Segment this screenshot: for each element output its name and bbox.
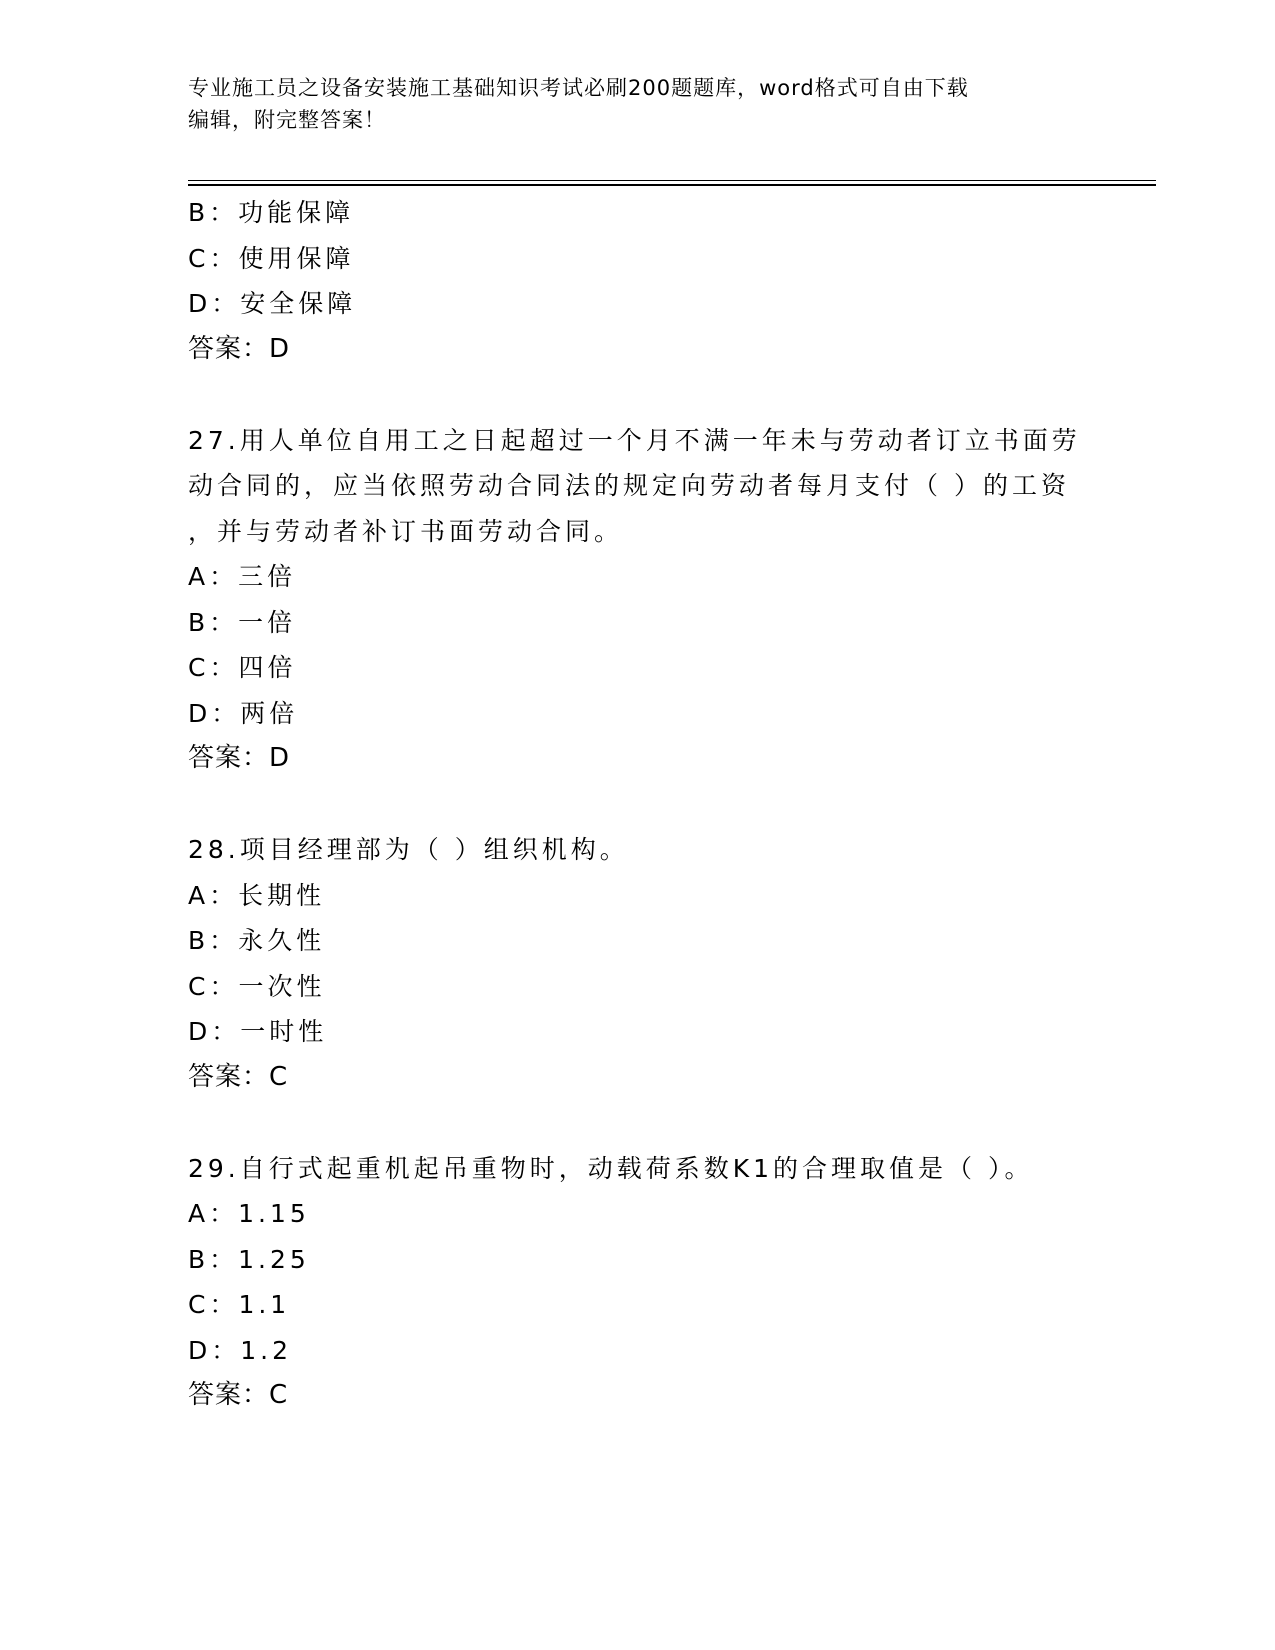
answer: 答案：D	[188, 333, 291, 364]
option-b: B：永久性	[188, 926, 326, 955]
header-line-1: 专业施工员之设备安装施工基础知识考试必刷200题题库，word格式可自由下载	[188, 76, 969, 100]
option-b: B：功能保障	[188, 198, 355, 227]
question-text-line: 27.用人单位自用工之日起超过一个月不满一年未与劳动者订立书面劳	[188, 425, 1081, 455]
option-c: C：四倍	[188, 653, 297, 682]
option-c: C：使用保障	[188, 243, 355, 273]
answer: 答案：C	[188, 1380, 289, 1410]
spacer	[188, 1100, 1088, 1146]
document-header	[188, 72, 1068, 136]
option-a: A：长期性	[188, 880, 326, 910]
option-d: D：1.2	[188, 1335, 293, 1365]
question-text-line: 29.自行式起重机起吊重物时，动载荷系数K1的合理取值是（ ）。	[188, 1153, 1034, 1183]
answer: 答案：D	[188, 743, 291, 773]
question-text-line: 动合同的，应当依照劳动合同法的规定向劳动者每月支付（ ）的工资	[188, 471, 1070, 500]
question-27	[188, 418, 1088, 782]
option-c: C：1.1	[188, 1290, 291, 1319]
option-b: B：1.25	[188, 1244, 310, 1274]
header-rule-thick	[188, 184, 1156, 186]
question-29	[188, 1146, 1088, 1419]
option-b: B：一倍	[188, 607, 297, 637]
option-d: D：两倍	[188, 698, 299, 728]
spacer	[188, 372, 1088, 418]
question-text-line: 28.项目经理部为（ ）组织机构。	[188, 835, 629, 864]
question-text-line: ，并与劳动者补订书面劳动合同。	[188, 516, 624, 546]
header-line-2: 编辑，附完整答案！	[188, 108, 386, 132]
option-d: D：一时性	[188, 1017, 328, 1046]
question-26	[188, 190, 1088, 372]
option-a: A：1.15	[188, 1199, 310, 1228]
question-28	[188, 827, 1088, 1100]
answer: 答案：C	[188, 1061, 289, 1092]
option-d: D：安全保障	[188, 289, 357, 318]
header-rule-thin	[188, 180, 1156, 181]
spacer	[188, 782, 1088, 828]
option-c: C：一次性	[188, 971, 326, 1001]
question-content	[188, 190, 1088, 1419]
option-a: A：三倍	[188, 562, 297, 591]
